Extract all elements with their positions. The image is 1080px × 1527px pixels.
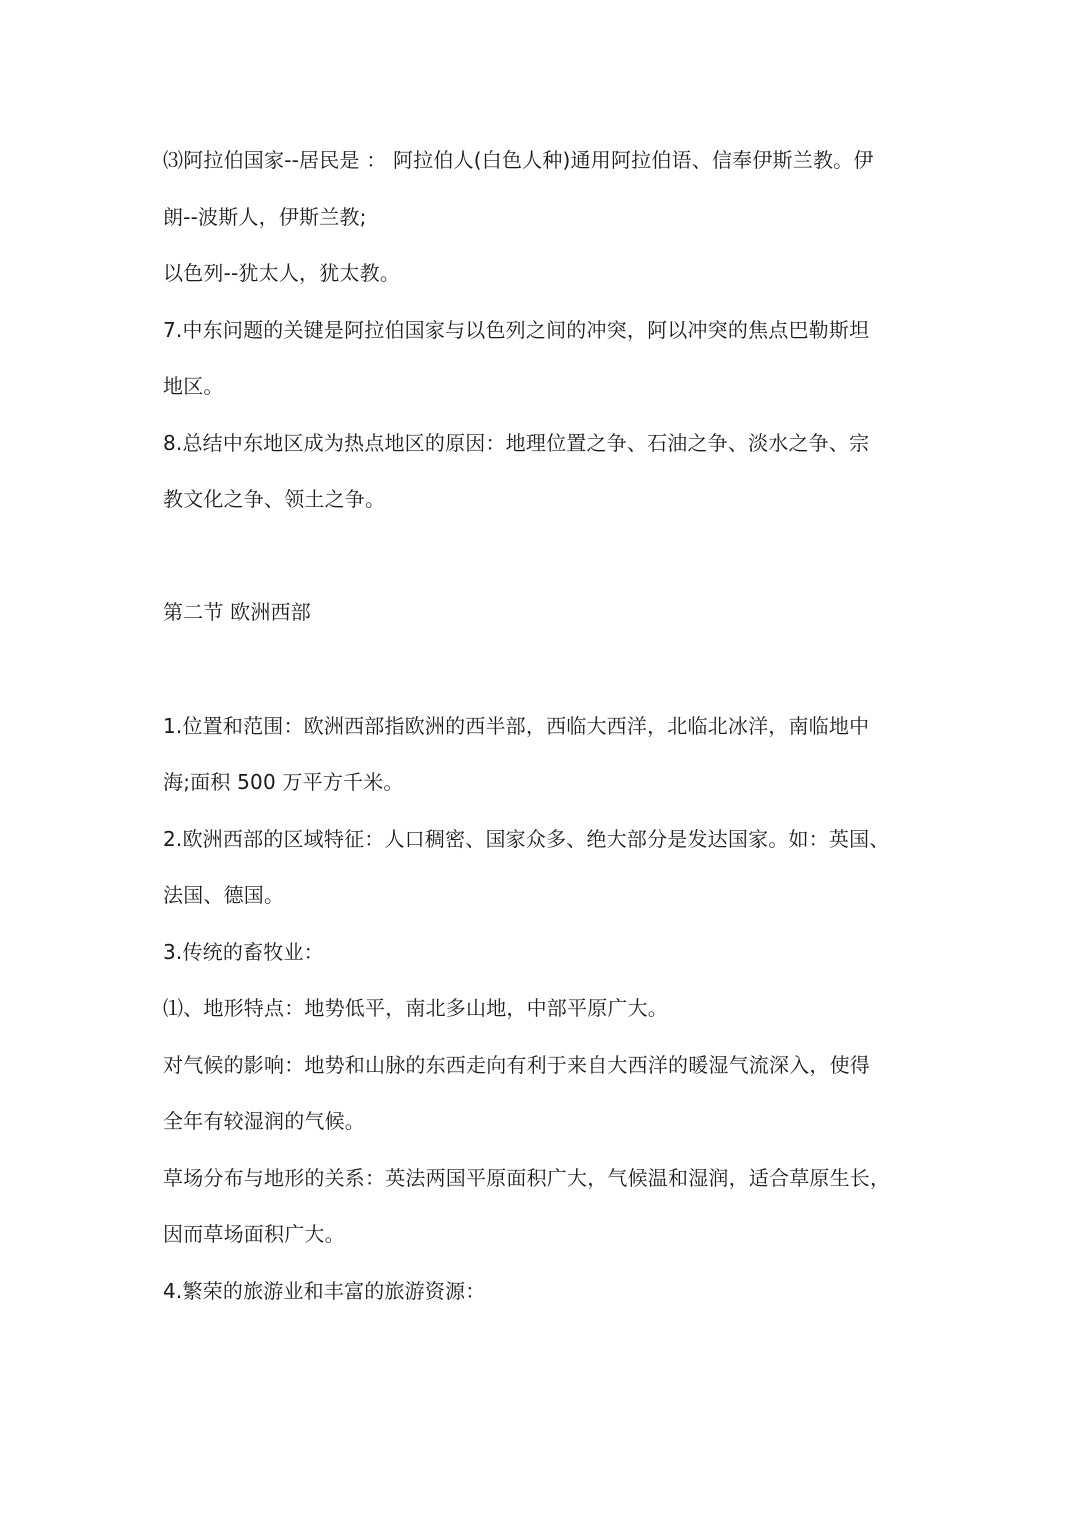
text-line-climate-impact-cont: 全年有较湿润的气候。	[163, 1109, 365, 1133]
section-heading: 第二节 欧洲西部	[163, 600, 311, 624]
text-line-item-1-cont: 海;面积 500 万平方千米。	[163, 770, 404, 794]
text-line-item-7-cont: 地区。	[163, 374, 224, 398]
text-line-item-4: 4.繁荣的旅游业和丰富的旅游资源：	[163, 1279, 486, 1303]
text-line-terrain: ⑴、地形特点：地势低平，南北多山地，中部平原广大。	[163, 996, 668, 1020]
text-line-item-7: 7.中东问题的关键是阿拉伯国家与以色列之间的冲突，阿以冲突的焦点巴勒斯坦	[163, 318, 870, 342]
text-line-iran: 朗--波斯人，伊斯兰教;	[163, 205, 367, 229]
text-line-item-8: 8.总结中东地区成为热点地区的原因：地理位置之争、石油之争、淡水之争、宗	[163, 431, 870, 455]
text-line-item-2: 2.欧洲西部的区域特征：人口稠密、国家众多、绝大部分是发达国家。如：英国、	[163, 827, 890, 851]
text-line-pasture-cont: 因而草场面积广大。	[163, 1222, 345, 1246]
text-line-arab-countries: ⑶阿拉伯国家--居民是 ： 阿拉伯人(白色人种)通用阿拉伯语、信奉伊斯兰教。伊	[163, 148, 874, 172]
text-line-item-1: 1.位置和范围：欧洲西部指欧洲的西半部，西临大西洋，北临北冰洋，南临地中	[163, 714, 870, 738]
text-line-climate-impact: 对气候的影响：地势和山脉的东西走向有利于来自大西洋的暖湿气流深入，使得	[163, 1053, 870, 1077]
text-line-item-2-cont: 法国、德国。	[163, 883, 285, 907]
text-line-item-8-cont: 教文化之争、领土之争。	[163, 487, 386, 511]
text-line-israel: 以色列--犹太人，犹太教。	[163, 261, 401, 285]
text-line-pasture: 草场分布与地形的关系：英法两国平原面积广大，气候温和湿润，适合草原生长，	[163, 1166, 891, 1190]
text-line-item-3: 3.传统的畜牧业：	[163, 940, 324, 964]
